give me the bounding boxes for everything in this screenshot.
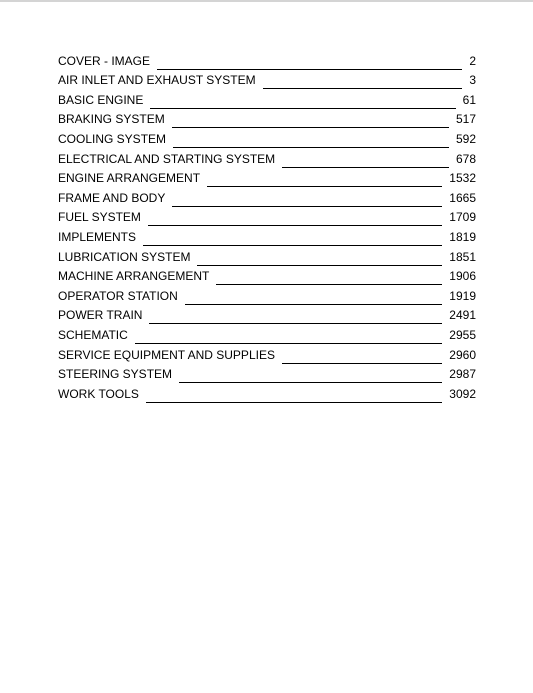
toc-entry-machine-arrangement[interactable] <box>58 264 476 284</box>
toc-entry-page: 592 <box>455 131 476 146</box>
toc-entry-title: WORK TOOLS <box>58 386 139 401</box>
toc-entry-implements[interactable] <box>58 224 476 244</box>
toc-entry-title: SCHEMATIC <box>58 327 128 342</box>
toc-entry-title: FRAME AND BODY <box>58 190 166 205</box>
toc-leader-line <box>135 343 443 344</box>
toc-entry-page: 1851 <box>449 249 476 264</box>
toc-entry-page: 517 <box>455 112 476 127</box>
toc-leader-line <box>172 127 449 128</box>
toc-entry-cover-image[interactable] <box>58 48 476 68</box>
toc-leader-line <box>148 225 442 226</box>
toc-entry-page: 1919 <box>449 288 476 303</box>
toc-entry-page: 61 <box>462 92 476 107</box>
toc-entry-title: STEERING SYSTEM <box>58 367 173 382</box>
toc-entry-air-inlet-exhaust[interactable] <box>58 68 476 88</box>
toc-entry-lubrication-system[interactable] <box>58 244 476 264</box>
toc-leader-line <box>172 206 442 207</box>
toc-entry-page: 3092 <box>449 386 476 401</box>
toc-entry-power-train[interactable] <box>58 303 476 323</box>
toc-entry-title: AIR INLET AND EXHAUST SYSTEM <box>58 73 256 88</box>
toc-entry-schematic[interactable] <box>58 322 476 342</box>
toc-entry-work-tools[interactable] <box>58 381 476 401</box>
toc-entry-steering-system[interactable] <box>58 362 476 382</box>
toc-leader-line <box>143 245 442 246</box>
toc-entry-title: OPERATOR STATION <box>58 288 178 303</box>
toc-leader-line <box>146 402 442 403</box>
toc-entry-page: 1906 <box>449 269 476 284</box>
toc-entry-page: 2 <box>469 53 476 68</box>
toc-entry-title: BASIC ENGINE <box>58 92 144 107</box>
toc-entry-page: 2955 <box>449 327 476 342</box>
toc-leader-line <box>179 382 442 383</box>
toc-entry-page: 3 <box>469 73 476 88</box>
toc-leader-line <box>282 363 442 364</box>
toc-leader-line <box>216 284 442 285</box>
toc-entry-page: 1709 <box>449 210 476 225</box>
toc-entry-fuel-system[interactable] <box>58 205 476 225</box>
toc-entry-page: 2960 <box>449 347 476 362</box>
toc-leader-line <box>263 88 463 89</box>
table-of-contents <box>58 48 476 401</box>
toc-entry-service-equipment[interactable] <box>58 342 476 362</box>
toc-leader-line <box>157 69 462 70</box>
toc-leader-line <box>207 186 442 187</box>
toc-entry-title: BRAKING SYSTEM <box>58 112 165 127</box>
toc-entry-title: COOLING SYSTEM <box>58 131 167 146</box>
toc-leader-line <box>197 265 442 266</box>
toc-entry-page: 1819 <box>449 229 476 244</box>
toc-entry-title: ENGINE ARRANGEMENT <box>58 171 201 186</box>
toc-entry-page: 678 <box>455 151 476 166</box>
page-top-border <box>0 0 533 2</box>
toc-entry-page: 2987 <box>449 367 476 382</box>
toc-leader-line <box>282 167 449 168</box>
toc-entry-title: FUEL SYSTEM <box>58 210 141 225</box>
toc-entry-braking-system[interactable] <box>58 107 476 127</box>
toc-entry-page: 1665 <box>449 190 476 205</box>
toc-leader-line <box>173 147 449 148</box>
toc-entry-page: 2491 <box>449 308 476 323</box>
toc-entry-title: ELECTRICAL AND STARTING SYSTEM <box>58 151 276 166</box>
toc-entry-title: SERVICE EQUIPMENT AND SUPPLIES <box>58 347 275 362</box>
toc-entry-electrical-starting[interactable] <box>58 146 476 166</box>
toc-entry-title: MACHINE ARRANGEMENT <box>58 269 210 284</box>
toc-entry-title: COVER - IMAGE <box>58 53 151 68</box>
toc-leader-line <box>150 108 455 109</box>
toc-entry-page: 1532 <box>449 171 476 186</box>
toc-entry-operator-station[interactable] <box>58 283 476 303</box>
toc-entry-engine-arrangement[interactable] <box>58 166 476 186</box>
toc-entry-title: POWER TRAIN <box>58 308 143 323</box>
toc-entry-title: IMPLEMENTS <box>58 229 137 244</box>
toc-leader-line <box>149 323 442 324</box>
toc-leader-line <box>185 304 443 305</box>
toc-entry-cooling-system[interactable] <box>58 126 476 146</box>
toc-entry-title: LUBRICATION SYSTEM <box>58 249 191 264</box>
toc-entry-basic-engine[interactable] <box>58 87 476 107</box>
toc-entry-frame-body[interactable] <box>58 185 476 205</box>
